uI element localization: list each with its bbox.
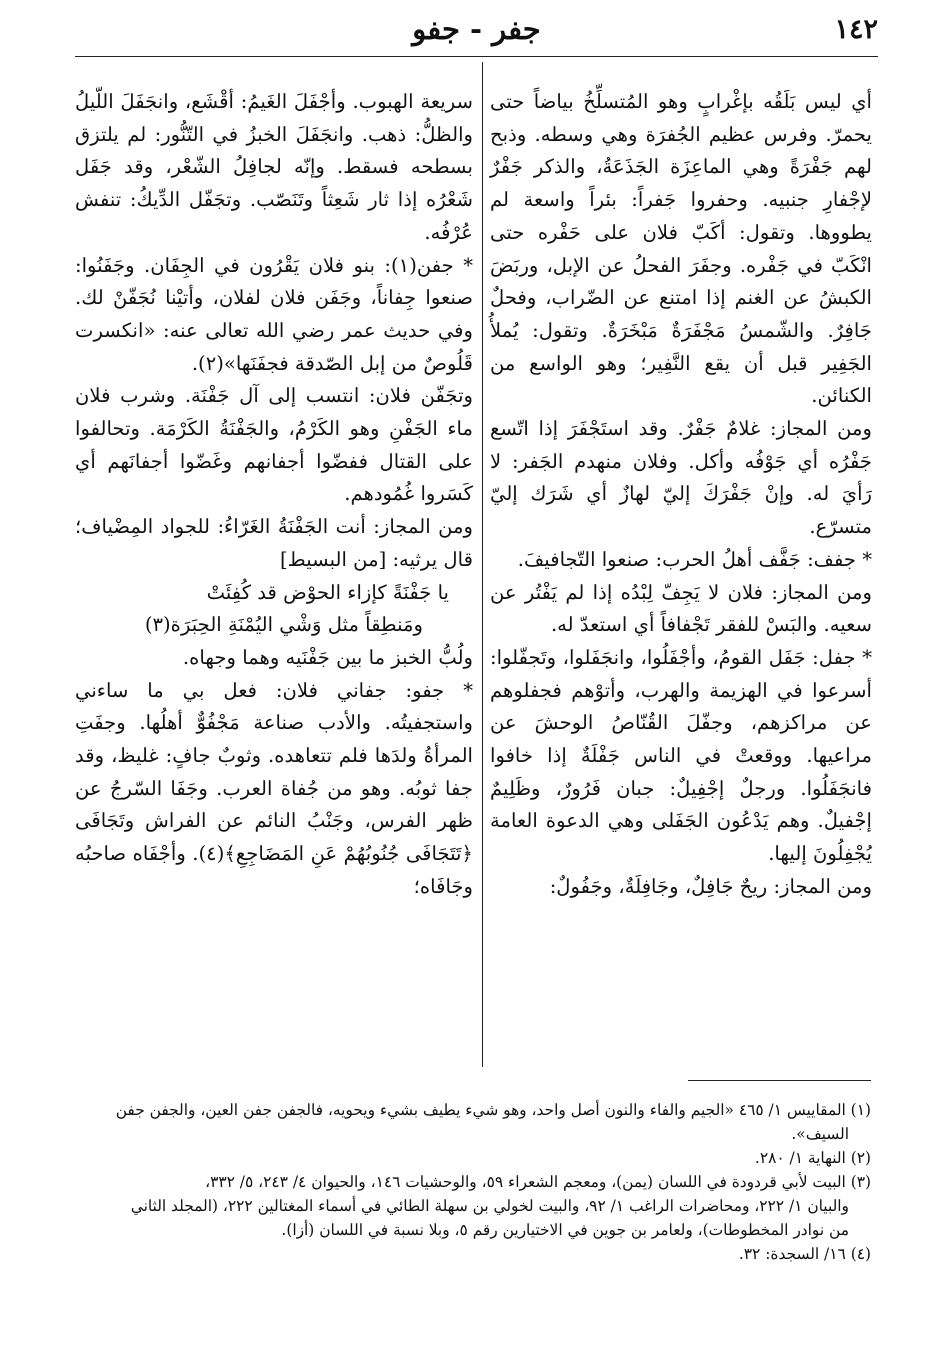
entry-paragraph: * جفل: جَفَل القومُ، وأجْفَلُوا، وانجَفَلوا، وتَجفّلوا: أسرعوا في الهزيمة والهرب، وأتوْهم فجفلوهم عن مراكزهم، وجفّلَ القُنّاصُ الوحشَ عن مراعيها. ووقعتْ في الناس جَفْلَةٌ إذا خافوا فانجَفَلُوا. ورجلٌ إجْفِيلٌ: جبان فَرُورٌ، وظَلِيمٌ إجْفيلٌ. وهم يَدْعُون الجَفَلى وهي الدعوة العامة يُجْفِلُونَ إليها. [490,645,872,866]
entry-paragraph: وتجَفّن فلان: انتسب إلى آل جَفْنَة. وشرب فلان ماء الجَفْنِ وهو الكَرْمُ، والجَفْنَةُ الكَرْمَة. وتحالفوا على القتال ففضّوا أجفانهم وغَضّوا أجفانَهم أي كَسَروا غُمُودهم. [75,384,473,506]
entry-paragraph: ومن المجاز: أنت الجَفْنَةُ الغَرّاءُ: للجواد المِضْياف؛ قال يرثيه: [من البسيط] [75,515,473,571]
footnote: (٢) النهاية ١/ ٢٨٠. [754,1149,871,1167]
footnote: (٣) البيت لأبي قردودة في اللسان (يمن)، ومعجم الشعراء ٥٩، والوحشيات ١٤٦، والحيوان ٤/ ٢٤٣، ٥/ ٣٣٢، [205,1173,871,1191]
page-number: ١٤٢ [834,14,878,45]
entry-paragraph: * جفف: جَفَّف أهلُ الحرب: صنعوا التّجافيفَ. [517,547,872,571]
header-rule [75,56,878,57]
entry-paragraph: ومن المجاز: فلان لا يَجِفّ لِبْدُه إذا لم يَفْتُر عن سعيه. والبَسْ للفقر تَجْفافاً أي استعدّ له. [490,580,872,637]
entry-paragraph: * جفو: جفاني فلان: فعل بي ما ساءني واستجفيتُه. والأدب صناعة مَجْفُوٌّ أهلُها. وجفَتِ المرأةُ ولدَها فلم تتعاهده. وثوبٌ جافٍ: غليظ، وقد جفا ثوبُه. وهو من جُفاة العرب. وجَفَا السّرجُ عن ظهر الفرس، وجَنْبُ النائم عن الفراش وتَجَافَى ﴿تَتَجَافَى جُنُوبُهُمْ عَنِ المَضَاجِعِ﴾(٤). وأجْفَاه صاحبُه وجَافَاه؛ [75,678,473,898]
footnote-rule [688,1080,871,1081]
entry-paragraph: ومن المجاز: ريحٌ جَافِلٌ، وجَافِلَةٌ، وجَفُولٌ: [549,874,872,898]
entry-paragraph: سريعة الهبوب. وأجْفَلَ الغَيمُ: أقْشَع، وانجَفَلَ اللّيلُ والظلُّ: ذهب. وانجَفَلَ الخبزُ في التّنُّور: لم يلتزق بسطحه فسقط. وإنّه لجافِلُ الشّعْر، وقد جَفَل شَعْرُه إذا ثار شَعِثاً وتَنَصّب. وتجَفّل الدِّيكُ: تنفش عُرْفُه. [75,90,473,244]
running-head: جفر - جفو [412,12,541,46]
footnote: (١) المقاييس ١/ ٤٦٥ «الجيم والفاء والنون أصل واحد، وهو شيء يطيف بشيء ويحويه، فالجفن جفن العين، والجفن جفن [115,1101,871,1119]
footnote: من نوادر المخطوطات)، ولعامر بن جوين في الاختيارين رقم ٥، وبلا نسبة في اللسان (أزا). [281,1221,849,1239]
entry-paragraph: * جفن(١): بنو فلان يَقْرُون في الجِفَان. وجَفَنُوا: صنعوا جِفاناً، وجَفَن فلان لفلان، وأتيْنا نُجَفّنْ لك. وفي حديث عمر رضي الله تعالى عنه: «انكسرت قَلُوصٌ من إبل الصّدقة فجفَنَها»(٢). [75,253,474,375]
entry-paragraph: ومن المجاز: غلامٌ جَفْرٌ. وقد استَجْفَرَ إذا اتّسع جَفْرُه أي جَوْفُه وأكل. وفلان منهدم الجَفر: لا رَأيَ له. وإنْ جَفْرَكَ إليّ لهازٌ أي شَرَك إليّ متسرّع. [490,417,872,539]
footnote: السيف». [791,1125,849,1143]
left-column [75,86,473,904]
entry-paragraph: أي ليس بَلَقُه بإغْرابٍ وهو المُتسلِّخُ بياضاً حتى يحمرّ. وفرس عظيم الجُفرَة وهي وسطه. وذبح لهم جَفْرَةً وهي الماعِزَة الجَذَعَةُ، والذكر جَفْرٌ لإجْفارِ جنبيه. وحفروا جَفراً: بئراً واسعة لم يطووها. وتقول: أكَبّ فلان على حَفْره حتى انْكَبّ في جَفْره. وجفَرَ الفحلُ عن الإبل، وربَضَ الكبشُ عن الغنم إذا امتنع عن الضّراب، وفحلٌ جَافِرٌ. والشّمسُ مَجْفَرَةٌ مَبْخَرَةٌ. وتقول: يُملأُ الجَفِير قبل أن يقع النَّفِير؛ وهو الواسع من الكنائن. [490,90,872,408]
footnotes [75,1098,871,1266]
footnote: والبيان ١/ ٢٢٢، ومحاضرات الراغب ١/ ٩٢، والبيت لخولي بن سهلة الطائي في أسماء المغتالين ٢٢٢، (المجلد الثاني [130,1197,849,1215]
right-column [490,86,872,904]
page-header [75,10,878,52]
entry-paragraph: ولُبُّ الخبز ما بين جَفْنَيه وهما وجهاه. [182,645,473,669]
footnote: (٤) ١٦/ السجدة: ٣٢. [738,1245,871,1263]
verse-line: ومَنطِقاً مثل وَشْي اليُمْنَةِ الحِبَرَة(٣) [144,613,423,637]
column-divider [482,62,483,1067]
verse-line: يا جَفْنَةً كإزاء الحوْض قد كُفِئَتْ [206,580,449,604]
